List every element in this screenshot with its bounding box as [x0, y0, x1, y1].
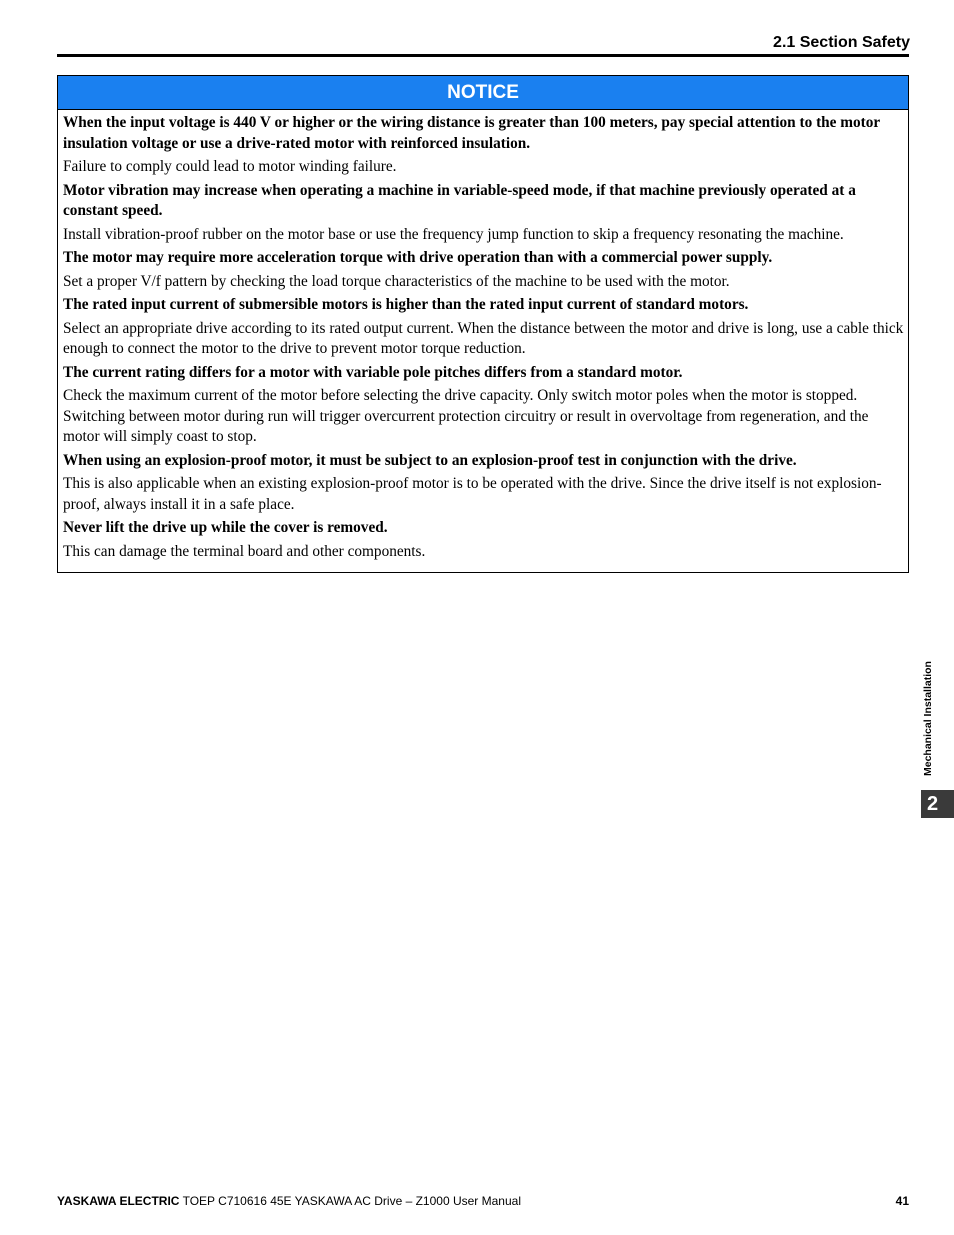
notice-body: [58, 110, 908, 572]
notice-item-4-text: Select an appropriate drive according to its rated output current. When the distance between the motor and drive is long, use a cable thick enough to connect the motor to the drive to prevent motor torque reduction.: [63, 319, 904, 357]
footer-doc: TOEP C710616 45E YASKAWA AC Drive – Z1000 User Manual: [179, 1194, 521, 1208]
header-rule: [57, 54, 909, 57]
side-tab-label: Mechanical Installation: [922, 661, 934, 776]
footer-page-number: 41: [895, 1194, 909, 1208]
notice-item-6-text: This is also applicable when an existing explosion-proof motor is to be operated with the drive. Since the drive itself is not explosion-proof, always install it in a safe place.: [63, 475, 882, 513]
footer-doc-info: [57, 1194, 521, 1209]
chapter-tab: 2: [921, 790, 954, 818]
notice-item-7-text: This can damage the terminal board and other components.: [63, 542, 426, 560]
notice-item-1-text: Failure to comply could lead to motor winding failure.: [63, 158, 397, 175]
notice-item-3-bold: The motor may require more acceleration torque with drive operation than with a commercial power supply.: [63, 249, 773, 266]
notice-item-5-text: Check the maximum current of the motor before selecting the drive capacity. Only switch motor poles when the motor is stopped. Switching between motor during run will trigger overcurrent protection circuitry or result in overvoltage from regeneration, and the motor will simply coast to stop.: [63, 387, 869, 445]
notice-item-2-text: Install vibration-proof rubber on the motor base or use the frequency jump function to skip a frequency resonating the machine.: [63, 225, 844, 243]
footer-brand: YASKAWA ELECTRIC: [57, 1194, 180, 1208]
notice-item-6-bold: When using an explosion-proof motor, it must be subject to an explosion-proof test in conjunction with the drive.: [63, 451, 797, 469]
notice-box: [57, 75, 909, 573]
notice-item-4-bold: The rated input current of submersible motors is higher than the rated input current of standard motors.: [63, 296, 749, 313]
notice-item-2-bold: Motor vibration may increase when operating a machine in variable-speed mode, if that machine previously operated at a constant speed.: [63, 181, 856, 219]
notice-item-1-bold: When the input voltage is 440 V or higher or the wiring distance is greater than 100 meters, pay special attention to the motor insulation voltage or use a drive-rated motor with reinforced insulation.: [63, 114, 880, 152]
notice-item-3-text: Set a proper V/f pattern by checking the load torque characteristics of the machine to be used with the motor.: [63, 272, 730, 290]
notice-heading: NOTICE: [58, 76, 908, 110]
section-title: 2.1 Section Safety: [773, 34, 910, 51]
notice-item-7-bold: Never lift the drive up while the cover is removed.: [63, 519, 388, 536]
notice-item-5-bold: The current rating differs for a motor with variable pole pitches differs from a standard motor.: [63, 363, 683, 381]
